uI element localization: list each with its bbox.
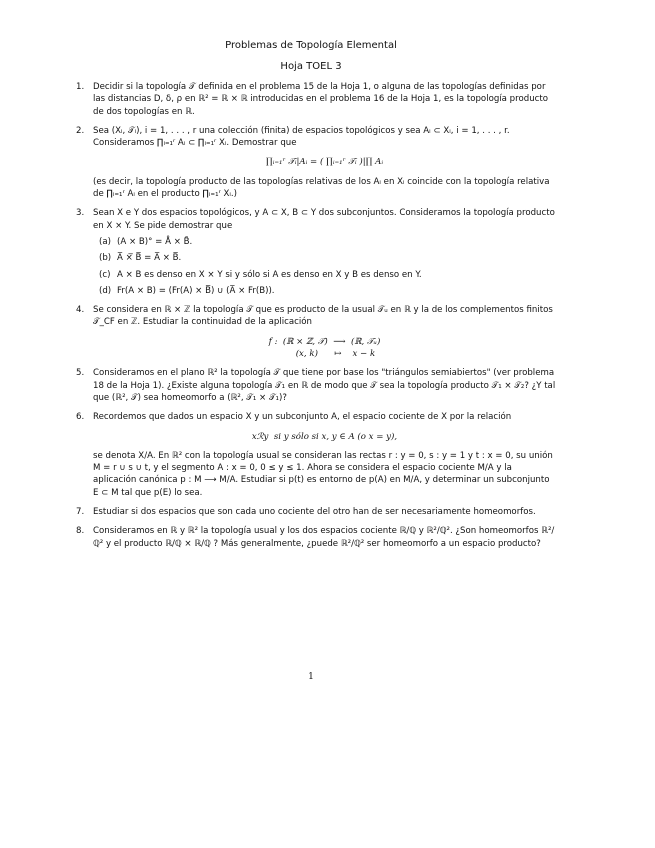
display-formula: f : (ℝ × ℤ, 𝒯) ⟶ (ℝ, 𝒯ᵤ) (x, k) ↦ x − k (268, 336, 381, 360)
problem-text: Recordemos que dados un espacio X y un subconjunto A, el espacio cociente de X por la relación (93, 412, 512, 423)
problem-4 (76, 304, 556, 360)
problem-7 (76, 506, 556, 518)
problem-number: 4. (76, 305, 85, 316)
problem-1 (76, 81, 556, 118)
subitem-label: (a) (99, 236, 111, 247)
subitem-label: (d) (99, 285, 112, 296)
subitem-label: (c) (99, 269, 111, 280)
problem-text: Se considera en ℝ × ℤ la topología 𝒯 que es producto de la usual 𝒯ᵤ en ℝ y la de los complementos finitos 𝒯_CF en ℤ. Estudiar la continuidad de la aplicación (93, 305, 556, 328)
problem-number: 3. (76, 208, 85, 219)
problem-5 (76, 367, 556, 404)
subitem-a (93, 236, 556, 248)
subitem-c (93, 269, 556, 281)
document-title: Problemas de Topología Elemental (225, 40, 397, 51)
subitem-text: (A × B)° = Å × B̊. (117, 236, 193, 247)
subitem-list (93, 236, 556, 297)
problem-number: 7. (76, 507, 85, 518)
problem-text: Consideramos en el plano ℝ² la topología 𝒯 que tiene por base los "triángulos semiabiertos" (ver problema 18 de la Hoja 1). ¿Existe alguna topología 𝒯₁ en ℝ de modo que 𝒯 sea la topología producto 𝒯₁ × 𝒯₂? ¿Y tal que (ℝ², 𝒯) sea homeomorfo a (ℝ², 𝒯₁ × 𝒯₁)? (93, 368, 558, 403)
problem-continuation: se denota X/A. En ℝ² con la topología usual se consideran las rectas r : y = 0, s : y = 1 y t : x = 0, su unión M = r ∪ s ∪ t, y el segmento A : x = 0, 0 ≤ y ≤ 1. Ahora se considera el espacio cociente M/A y la aplicación canónica p : M ⟶ M/A. Estudiar si p(t) es entorno de p(A) en M/A, y determinar un subconjunto E ⊂ M tal que p(E) lo sea. (93, 450, 556, 498)
subitem-text: A × B es denso en X × Y si y sólo si A es denso en X y B es denso en Y. (117, 269, 422, 280)
display-formula: ∏ᵢ₌₁ʳ 𝒯ᵢ|Aᵢ = ( ∏ᵢ₌₁ʳ 𝒯ᵢ )|∏ Aᵢ (265, 157, 384, 168)
problem-number: 8. (76, 526, 85, 537)
problem-number: 6. (76, 412, 85, 423)
display-formula: xℛy si y sólo si x, y ∈ A (o x = y), (251, 431, 398, 442)
subitem-text: A̅ ×̅ B̅ = A̅ × B̅. (117, 253, 182, 264)
subitem-d (93, 285, 556, 297)
page-number: 1 (308, 672, 314, 682)
problem-continuation: (es decir, la topología producto de las topologías relativas de los Aᵢ en Xᵢ coincide con la topología relativa de ∏ᵢ₌₁ʳ Aᵢ en el producto ∏ᵢ₌₁ʳ Xᵢ.) (93, 176, 553, 200)
problem-8 (76, 525, 556, 550)
problem-2 (76, 125, 556, 200)
problem-text: Sean X e Y dos espacios topológicos, y A ⊂ X, B ⊂ Y dos subconjuntos. Consideramos la topología producto en X × Y. Se pide demostrar que (93, 208, 558, 231)
problem-6 (76, 411, 556, 499)
document-subtitle: Hoja TOEL 3 (280, 61, 342, 72)
subitem-b (93, 252, 556, 264)
subitem-text: Fr(A × B) = (Fr(A) × B̅) ∪ (A̅ × Fr(B)). (117, 285, 275, 296)
subitem-label: (b) (99, 253, 112, 264)
problem-number: 1. (76, 82, 85, 92)
problem-list (76, 81, 556, 557)
problem-text: Decidir si la topología 𝒯 definida en el problema 15 de la Hoja 1, o alguna de las topologías definidas por las distancias D, δ, ρ en ℝ² = ℝ × ℝ introducidas en el problema 16 de la Hoja 1, es la topología producto de dos topologías en ℝ. (93, 82, 551, 117)
problem-text: Estudiar si dos espacios que son cada uno cociente del otro han de ser necesariamente homeomorfos. (93, 507, 536, 518)
problem-text: Consideramos en ℝ y ℝ² la topología usual y los dos espacios cociente ℝ/ℚ y ℝ²/ℚ². ¿Son homeomorfos ℝ²/ℚ² y el producto ℝ/ℚ × ℝ/ℚ ? Más generalmente, ¿puede ℝ²/ℚ² ser homeomorfo a un espacio producto? (93, 526, 555, 549)
problem-number: 2. (76, 125, 85, 136)
problem-text: Sea (Xᵢ, 𝒯ᵢ), i = 1, . . . , r una colección (finita) de espacios topológicos y sea Aᵢ ⊂ Xᵢ, i = 1, . . . , r. Consideramos ∏ᵢ₌₁ʳ Aᵢ ⊂ ∏ᵢ₌₁ʳ Xᵢ. Demostrar que (93, 125, 513, 149)
problem-3 (76, 207, 556, 297)
problem-number: 5. (76, 368, 85, 379)
